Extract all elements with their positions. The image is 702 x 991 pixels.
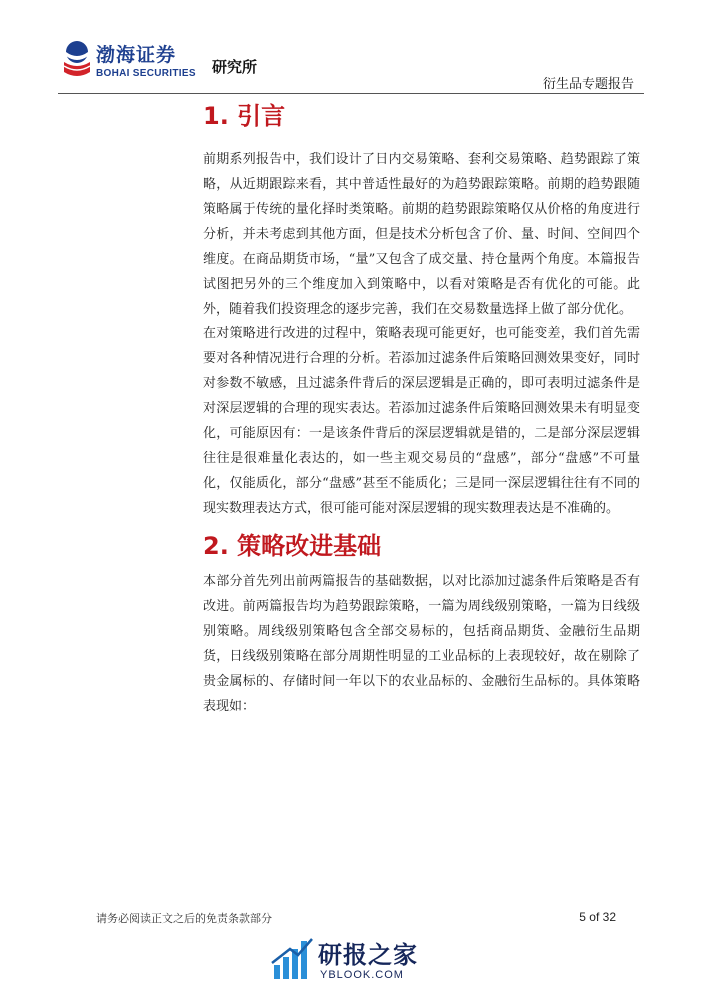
watermark-chinese: 研报之家	[318, 941, 418, 969]
header-divider	[58, 93, 644, 94]
bohai-logo-icon	[60, 38, 94, 82]
intro-paragraph-2: 在对策略进行改进的过程中，策略表现可能更好，也可能变差，我们首先需要对各种情况进行合理的分析。若添加过滤条件后策略回测效果变好，同时对参数不敏感，且过滤条件背后的深层逻辑是正确的，即可表明过滤条件是对深层逻辑的合理的现实表达。若添加过滤条件后策略回测效果未有明显变化，可能原因有：一是该条件背后的深层逻辑就是错的，二是部分深层逻辑往往是很难量化表达的，如一些主观交易员的“盘感”，部分“盘感”不可量化，仅能质化，部分“盘感”甚至不能质化；三是同一深层逻辑往往有不同的现实数理表达方式，很可能可能对深层逻辑的现实数理表达是不准确的。	[203, 326, 640, 516]
section-heading-basis: 2. 策略改进基础	[203, 532, 382, 560]
page-number: 5 of 32	[579, 910, 616, 924]
watermark-english: YBLOOK.COM	[320, 969, 404, 981]
footer-disclaimer: 请务必阅读正文之后的免责条款部分	[96, 912, 272, 925]
section-heading-intro: 1. 引言	[203, 102, 286, 130]
basis-paragraph-1: 本部分首先列出前两篇报告的基础数据，以对比添加过滤条件后策略是否有改进。前两篇报告均为趋势跟踪策略，一篇为周线级别策略，一篇为日线级别策略。周线级别策略包含全部交易标的，包括商品期货、金融衍生品期货，日线级别策略在部分周期性明显的工业品标的上表现较好，故在剔除了贵金属标的、存储时间一年以下的农业品标的、金融衍生品标的。具体策略表现如：	[203, 574, 640, 714]
bohai-securities-logo	[60, 38, 260, 88]
logo-chinese-name: 渤海证券	[96, 44, 177, 66]
logo-english-name: BOHAI SECURITIES	[96, 68, 196, 79]
intro-paragraph-1: 前期系列报告中，我们设计了日内交易策略、套利交易策略、趋势跟踪了策略，从近期跟踪来看，其中普适性最好的为趋势跟踪策略。前期的趋势跟随策略属于传统的量化择时类策略。前期的趋势跟踪策略仅从价格的角度进行分析，并未考虑到其他方面，但是技术分析包含了价、量、时间、空间四个维度。在商品期货市场，“量”又包含了成交量、持仓量两个角度。本篇报告试图把另外的三个维度加入到策略中，以看对策略是否有优化的可能。此外，随着我们投资理念的逐步完善，我们在交易数量选择上做了部分优化。	[203, 152, 640, 317]
page-header	[0, 0, 702, 100]
bar-chart-logo-icon	[270, 935, 314, 983]
institute-label: 研究所	[212, 58, 258, 76]
report-type: 衍生品专题报告	[542, 77, 634, 92]
yblook-watermark	[270, 935, 470, 985]
